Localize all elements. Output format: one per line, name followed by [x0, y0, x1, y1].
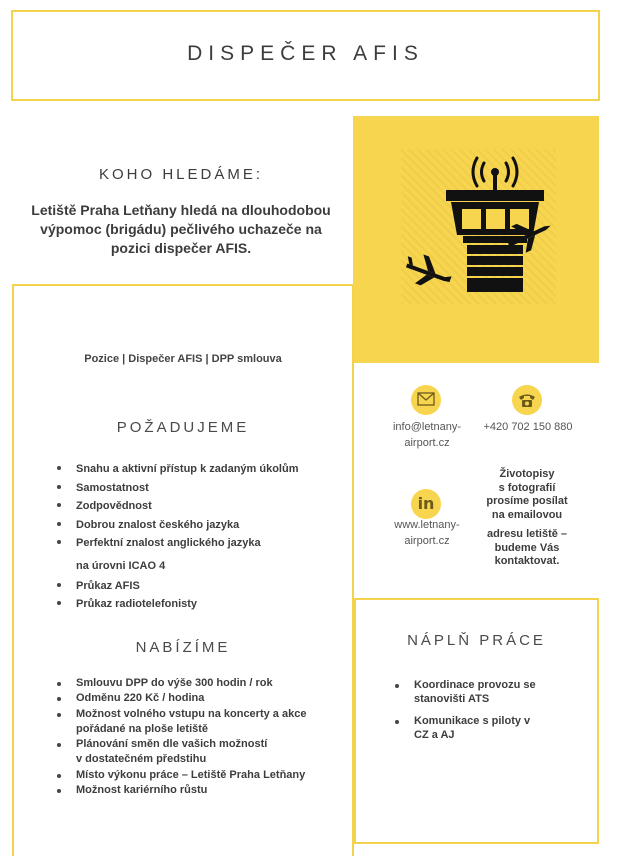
list-item: Možnost volného vstupu na koncerty a akce pořádané na ploše letiště	[54, 707, 349, 738]
list-item: Smlouvu DPP do výše 300 hodin / rok	[54, 676, 349, 691]
list-item: Odměnu 220 Kč / hodina	[54, 691, 349, 706]
offer-heading: NABÍZÍME	[135, 639, 231, 656]
list-item: Snahu a aktivní přístup k zadaným úkolům	[54, 460, 349, 479]
list-item: Koordinace provozu se stanovišti ATS	[392, 678, 582, 706]
telephone-icon	[512, 385, 542, 415]
list-item: Plánování směn dle vašich možností v dostatečném předstihu	[54, 737, 349, 768]
title-box	[11, 10, 600, 101]
list-item: Dobrou znalost českého jazyka	[54, 516, 349, 535]
list-item: Možnost kariérního růstu	[54, 783, 349, 798]
koho-heading: KOHO HLEDÁME:	[98, 166, 264, 183]
hero-yellow-block	[353, 116, 599, 363]
list-item: Místo výkonu práce – Letiště Praha Letňany	[54, 768, 349, 783]
cv-note: Životopisy s fotografií prosíme posílat na emailovou adresu letiště – budeme Vás kontaktovat.	[486, 468, 568, 567]
page-title: DISPEČER AFIS	[187, 42, 424, 65]
list-item: Průkaz radiotelefonisty	[54, 595, 349, 614]
list-item: Perfektní znalost anglického jazyka na úrovni ICAO 4	[54, 534, 349, 575]
intro-line: pozici dispečer AFIS.	[110, 240, 252, 256]
website-text[interactable]: www.letnany- airport.cz	[394, 519, 460, 547]
list-item: Průkaz AFIS	[54, 577, 349, 596]
linkedin-icon	[411, 489, 441, 519]
position-line: Pozice | Dispečer AFIS | DPP smlouva	[84, 353, 282, 365]
list-item: Zodpovědnost	[54, 497, 349, 516]
duties-list	[392, 678, 582, 750]
intro-line: Letiště Praha Letňany hledá na dlouhodobou	[31, 202, 331, 218]
phone-text[interactable]: +420 702 150 880	[483, 421, 573, 433]
requirements-heading: POŽADUJEME	[116, 419, 250, 436]
list-item-sub: na úrovni ICAO 4	[76, 559, 166, 572]
offer-list	[54, 676, 349, 798]
list-item: Samostatnost	[54, 479, 349, 498]
control-tower-icon	[353, 116, 599, 363]
requirements-list	[54, 460, 349, 614]
intro-line: výpomoc (brigádu) pečlivého uchazeče na	[40, 221, 322, 237]
intro-text	[20, 201, 342, 258]
envelope-icon	[411, 385, 441, 415]
list-item: Komunikace s piloty v CZ a AJ	[392, 714, 582, 742]
linkedin-glyph: in	[417, 494, 435, 513]
duties-heading: NÁPLŇ PRÁCE	[407, 632, 546, 649]
email-text[interactable]: info@letnany- airport.cz	[392, 421, 462, 449]
